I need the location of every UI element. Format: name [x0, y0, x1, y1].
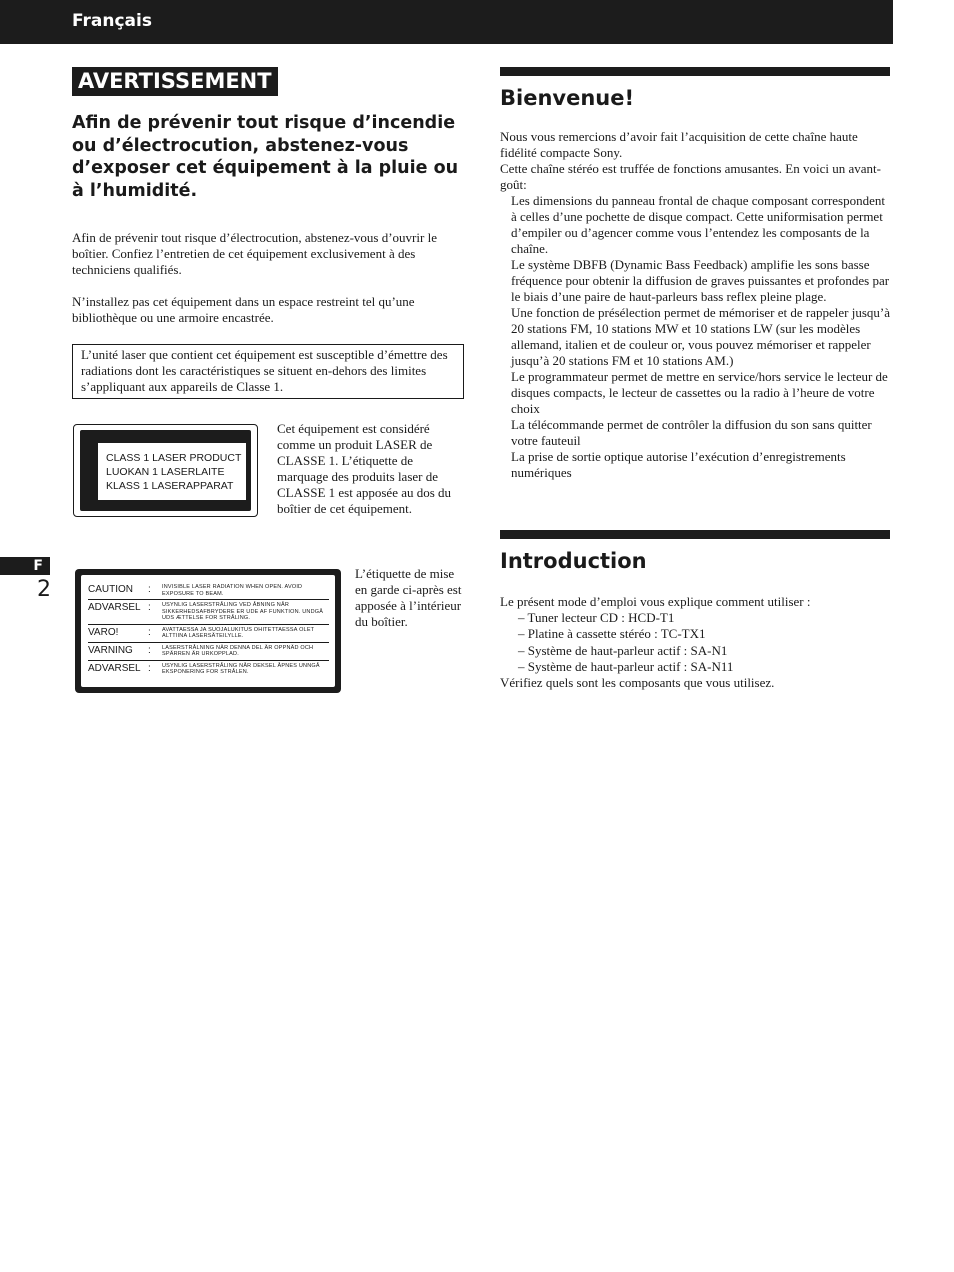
caution-text: USYNLIG LASERSTRÅLING NÅR DEKSEL ÅPNES UNNGÅ EKSPONERING FOR STRÅLEN. [162, 662, 320, 675]
introduction-body [500, 594, 890, 691]
caution-text: INVISIBLE LASER RADIATION WHEN OPEN. AVOID EXPOSURE TO BEAM. [162, 584, 303, 597]
header-bar [0, 0, 893, 44]
caution-colon: : [148, 626, 151, 638]
caution-row [88, 661, 329, 678]
feature-item: Le système DBFB (Dynamic Bass Feedback) amplifie les sons basse fréquence pour obtenir la diffusion de graves puissantes et profondes par le biais d’une paire de haut-parleurs bass reflex pleine plage. [511, 257, 890, 304]
section-tab: F [0, 557, 50, 575]
caution-key: VARO! [88, 626, 119, 638]
component-item: – Système de haut-parleur actif : SA-N1 [518, 642, 728, 658]
label-frame [80, 430, 251, 511]
label-line: LUOKAN 1 LASERLAITE [106, 466, 225, 478]
feature-item: La prise de sortie optique autorise l’exécution d’enregistrements numériques [511, 449, 846, 480]
introduction-outro: Vérifiez quels sont les composants que vous utilisez. [500, 675, 775, 691]
caution-text: LASERSTRÅLNING NÄR DENNA DEL ÄR OPPNÄD OCH SPÄRREN ÄR URKOPPLAD. [162, 644, 314, 657]
page-number: 2 [37, 577, 51, 602]
caution-row [88, 600, 329, 625]
caution-row [88, 643, 329, 661]
warning-paragraph: N’installez pas cet équipement dans un espace restreint tel qu’une bibliothèque ou une armoire encastrée. [72, 294, 415, 325]
caution-text: AVATTAESSA JA SUOJALUKITUS OHITETTAESSA OLET ALTTIINA LASERSÄTEILYLLE. [162, 626, 315, 639]
feature-item: Le programmateur permet de mettre en service/hors service le lecteur de disques compacts, le lecteur de cassettes ou la radio à l’heure de votre choix [511, 369, 888, 416]
caution-row [88, 582, 329, 600]
caution-row [88, 625, 329, 643]
feature-item: Les dimensions du panneau frontal de chaque composant correspondent à celles d’une pochette de disque compact. Cette uniformisation permet d’empiler ou d’agencer comme vous l’entendez les composants de la chaîne. [511, 193, 885, 256]
introduction-intro: Le présent mode d’emploi vous explique comment utiliser : [500, 594, 811, 609]
welcome-body [500, 129, 890, 481]
introduction-section [500, 530, 890, 691]
welcome-title: Bienvenue! [500, 86, 635, 110]
caution-colon: : [148, 662, 151, 674]
introduction-title: Introduction [500, 549, 647, 573]
welcome-intro: Nous vous remercions d’avoir fait l’acquisition de cette chaîne haute fidélité compacte Sony. [500, 129, 858, 160]
caution-key: ADVARSEL [88, 602, 141, 613]
section-rule [500, 530, 890, 539]
warning-paragraph: Afin de prévenir tout risque d’électrocution, abstenez-vous d’ouvrir le boîtier. Confiez l’entretien de cet équipement exclusivement à des techniciens qualifiés. [72, 230, 437, 277]
language-label: Français [72, 11, 152, 31]
caution-label-inner [81, 575, 335, 687]
laser-notice-box: L’unité laser que contient cet équipement est susceptible d’émettre des radiations dont les caractéristiques se situent en-dehors des limites s’appliquant aux appareils de Classe 1. [72, 344, 464, 399]
component-item: – Tuner lecteur CD : HCD-T1 [518, 610, 675, 626]
caution-text: USYNLIG LASERSTRÅLING VED ÅBNING NÅR SIKKERHEDSAFBRYDERE ER UDE AF FUNKTION. UNDGÅ UDS ÆTTELSE FOR STRÅLING. [162, 602, 324, 621]
caution-key: ADVARSEL [88, 662, 141, 674]
welcome-section [500, 67, 890, 481]
label-line: CLASS 1 LASER PRODUCT [106, 452, 242, 464]
component-item: – Système de haut-parleur actif : SA-N11 [518, 658, 734, 674]
section-rule [500, 67, 890, 76]
warning-title: AVERTISSEMENT [72, 67, 278, 96]
label-line: KLASS 1 LASERAPPARAT [106, 480, 234, 492]
warning-heading: Afin de prévenir tout risque d’incendie ou d’électrocution, abstenez-vous d’exposer cet équipement à la pluie ou à l’humidité. [72, 113, 459, 201]
component-item: – Platine à cassette stéréo : TC-TX1 [518, 626, 706, 642]
class1-label-description: Cet équipement est considéré comme un produit LASER de CLASSE 1. L’étiquette de marquage des produits laser de CLASSE 1 est apposée au dos du boîtier de cet équipement. [277, 421, 452, 516]
warning-section [72, 67, 464, 399]
caution-label-description: L’étiquette de mise en garde ci-après est apposée à l’intérieur du boîtier. [355, 566, 462, 629]
caution-label [75, 569, 341, 693]
label-text-area [98, 443, 246, 500]
caution-key: CAUTION [88, 584, 133, 595]
class1-laser-label [73, 424, 258, 517]
caution-key: VARNING [88, 644, 133, 656]
welcome-intro: Cette chaîne stéréo est truffée de fonctions amusantes. En voici un avant-goût: [500, 161, 881, 192]
feature-item: La télécommande permet de contrôler la diffusion du son sans quitter votre fauteuil [511, 417, 872, 448]
feature-item: Une fonction de présélection permet de mémoriser et de rappeler jusqu’à 20 stations FM, 10 stations MW et 10 stations LW (sur les modèles allemand, italien et de couleur or, vous pouvez mémoriser et rappeler jusqu’à 20 stations FM et 10 stations AM.) [511, 305, 891, 368]
caution-colon: : [148, 644, 151, 656]
caution-colon: : [148, 584, 151, 595]
caution-colon: : [148, 602, 151, 613]
